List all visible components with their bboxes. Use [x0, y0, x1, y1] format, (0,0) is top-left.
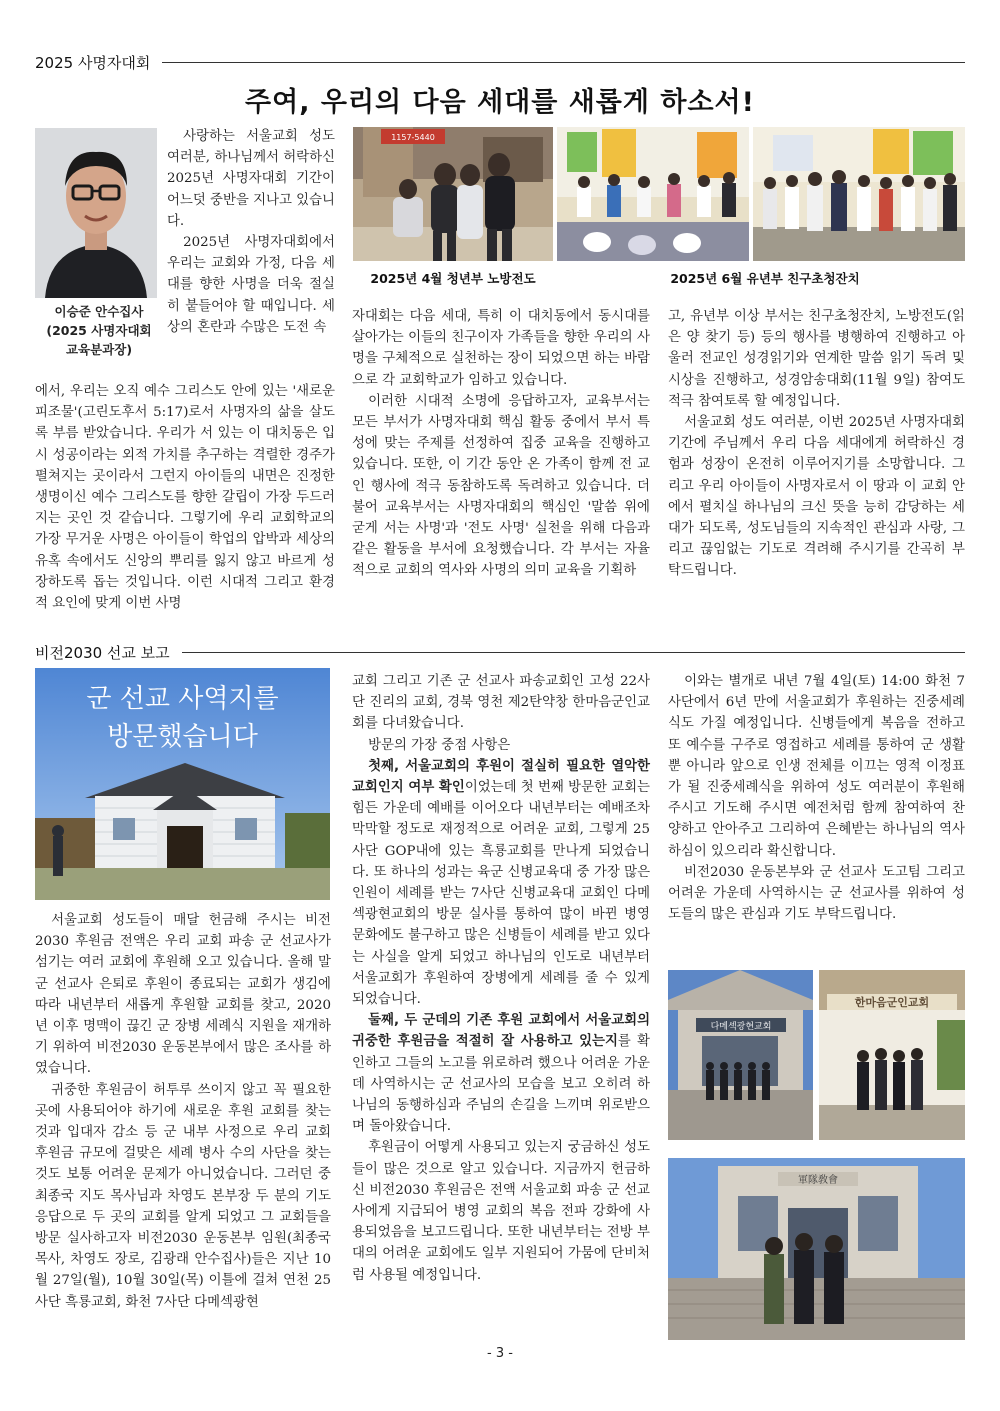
bold-point-1: 첫째, 서울교회의 후원이 절실히 필요한 열악한 교회인지 여부 확인 [352, 758, 650, 796]
section-label: 비전2030 선교 보고 [35, 643, 170, 662]
paragraph: 이러한 시대적 소명에 응답하고자, 교육부서는 모든 부서가 사명자대회 핵심 활동 중에서 부서 특성에 맞는 주제를 선정하여 집중 교육을 진행하고 있습니다. 또한, 이 기간 동안 온 가족이 함께 전 교인 행사에 적극 동참하도록 독려하고 있습니다. 더불어 교육부서는 사명자대회의 핵심인 '말씀 위에 굳게 서는 사명'과 '전도 사명' 실천을 위해 다음과 같은 활동을 부서에 요청했습니다. 각 부서는 자율적으로 교회의 역사와 사명의 의미 교육을 기획하 [352, 393, 650, 579]
person-role-line2: 교육분과장) [65, 342, 133, 357]
section-rule [182, 652, 965, 653]
church-sign-2: 한마음군인교회 [854, 996, 930, 1009]
s1-col1-wrap [167, 126, 335, 338]
paragraph: 2025년 사명자대회에서 우리는 교회와 가정, 다음 세대를 향한 사명을 더욱 절실히 붙들어야 할 때입니다. 세상의 혼란과 수많은 도전 속 [167, 235, 335, 335]
paragraph: 서울교회 성도 여러분, 이번 2025년 사명자대회 기간에 주님께서 우리 다음 세대에게 허락하신 경험과 성장이 온전히 이루어지기를 소망합니다. 그리고 우리 아이들이 사명자로서 이 땅과 이 교회 안에서 펼치실 하나님의 크신 뜻을 능히 감당하는 세대가 되도록, 성도님들의 지속적인 관심과 사랑, 그리고 끊임없는 기도로 격려해 주시기를 간곡히 부탁드립니다. [668, 415, 965, 579]
mission-poster [35, 668, 330, 900]
paragraph: 고, 유년부 이상 부서는 친구초청잔치, 노방전도(읽은 양 찾기 등) 등의 행사를 병행하여 진행하고 아울러 전교인 성경읽기와 연계한 말씀 읽기 독려 및 시상을 진행하고, 성경암송대회(11월 9일) 참여도 적극 참여토록 할 예정입니다. [668, 309, 965, 409]
s2-col2 [352, 671, 650, 1286]
person-caption [35, 302, 163, 359]
section-header-1 [35, 51, 965, 73]
poster-title-line1: 군 선교 사역지를 [86, 684, 279, 714]
photo-children-event-1 [557, 127, 749, 261]
sign-text: 1157-5440 [391, 133, 435, 142]
paragraph: 서울교회 성도들이 매달 헌금해 주시는 비전2030 후원금 전액은 우리 교회 파송 군 선교사가 섬기는 여러 교회에 후원해 오고 있습니다. 올해 말 군 선교사 은퇴로 후원이 종료되는 교회가 생김에 따라 내년부터 새롭게 후원할 교회를 찾고, 2020년 이후 명맥이 끊긴 군 장병 세례식 지원을 재개하기 위하여 비전2030 운동본부에서 많은 조사를 하였습니다. [35, 913, 331, 1077]
photo-caption: 2025년 6월 유년부 친구초청잔치 [670, 271, 860, 286]
paragraph: 교회 그리고 기존 군 선교사 파송교회인 고성 22사단 진리의 교회, 경북 영천 제2탄약창 한마음군인교회를 다녀왔습니다. [352, 674, 650, 732]
paragraph: 사랑하는 서울교회 성도 여러분, 하나님께서 허락하신 2025년 사명자대회 기간이 어느덧 중반을 지나고 있습니다. [167, 129, 335, 229]
section-rule [162, 62, 965, 63]
photo-children-event-2 [753, 127, 965, 261]
paragraph: 비전2030 운동본부와 군 선교사 도고팀 그리고 어려운 가운데 사역하시는 군 선교사를 위하여 성도들의 많은 관심과 기도 부탁드립니다. [668, 864, 965, 923]
bold-point-2: 둘째, 두 군데의 기존 후원 교회에서 서울교회의 귀중한 후원금을 적절히 잘 사용하고 있는지 [352, 1013, 650, 1050]
text-span: 이었는데 첫 번째 방문한 교회는 힘든 가운데 예배를 이어오다 내년부터는 예배조차 막막할 정도로 재정적으로 어려운 교회, 그렇게 25사단 GOP내에 있는 흑룡교회를 만나게 되었습니다. 또 하나의 성과는 육군 신병교육대 중 가장 많은 인원이 세례를 받는 7사단 신병교육대 교회인 다메섹광현교회의 방문 실사를 통하여 많이 바뀐 병영 문화에도 불구하고 많은 신병들이 세례를 받고 있다는 사실을 알게 되었고 하나님의 인도로 내년부터 서울교회가 후원하여 장병에게 세례를 줄 수 있게 되었습니다. [352, 780, 650, 1008]
paragraph: 귀중한 후원금이 허투루 쓰이지 않고 꼭 필요한 곳에 사용되어야 하기에 새로운 후원 교회를 찾는 것과 입대자 감소 등 군 내부 사정으로 우리 교회 후원금 규모에 걸맞은 세례 병사 수의 사단을 찾는 것도 보통 어려운 문제가 아니었습니다. 그러던 중 최종국 지도 목사님과 차영도 본부장 두 분의 기도 응답으로 두 곳의 교회를 알게 되었고 그 교회들을 방문 실사하고자 비전2030 운동본부 임원(최종국 목사, 차영도 장로, 김광래 안수집사)들은 지난 10월 27일(월), 10월 30일(목) 이틀에 걸쳐 연천 25사단 흑룡교회, 화천 7사단 다메섹광현 [35, 1082, 331, 1310]
paragraph: 후원금이 어떻게 사용되고 있는지 궁금하신 성도들이 많은 것으로 알고 있습니다. 지금까지 헌금하신 비전2030 후원금은 전액 서울교회 파송 군 선교사에게 지급되어 병영 교회의 복음 전파 강화에 사용되었음을 보고드립니다. 또한 내년부터는 전방 부대의 어려운 교회에도 일부 지원되어 가뭄에 단비처럼 사용될 예정입니다. [352, 1140, 650, 1283]
photo-church-visit-2 [819, 970, 965, 1140]
paragraph [352, 1010, 650, 1137]
headline: 주여, 우리의 다음 세대를 새롭게 하소서! [245, 87, 755, 118]
person-photo [35, 128, 157, 298]
photo-street-evangelism [353, 127, 553, 261]
church-sign-3: 軍隊敎會 [798, 1175, 838, 1186]
section-header-2 [35, 641, 965, 663]
section-label: 2025 사명자대회 [35, 53, 151, 72]
s1-col1-full [35, 381, 335, 614]
paragraph: 이와는 별개로 내년 7월 4일(토) 14:00 화천 7사단에서 6년 만에 서울교회가 후원하는 진중세례식도 가질 예정입니다. 신병들에게 복음을 전하고 또 예수를 구주로 영접하고 세례를 통하여 군 생활 뿐 아니라 앞으로 인생 전체를 이끄는 영적 이정표가 될 진중세례식을 위하여 성도 여러분이 후원해 주시고 기도해 주시면 예전처럼 함께 참여하여 찬양하고 안아주고 그리하여 은혜받는 하나님의 역사하심이 있으리라 확신합니다. [668, 674, 965, 859]
person-name: 이승준 안수집사 [54, 304, 144, 319]
page-number: - 3 - [487, 1346, 513, 1361]
s1-col3 [668, 306, 965, 582]
photo-church-visit-3 [668, 1158, 965, 1340]
text-span: 를 확인하고 그들의 노고를 위로하려 했으나 어려운 가운데 사역하시는 군 선교사의 모습을 보고 오히려 하나님의 동행하심과 주님의 손길을 느끼며 위로받으며 돌아왔습니다. [352, 1034, 650, 1135]
paragraph: 에서, 우리는 오직 예수 그리스도 안에 있는 '새로운 피조물'(고린도후서 5:17)로서 사명자의 삶을 살도록 부름 받았습니다. 우리가 서 있는 이 대치동은 입시 성공이라는 외적 가치를 추구하는 격렬한 경주가 펼쳐지는 곳이라서 그런지 아이들의 내면은 진정한 생명이신 예수 그리스도를 향한 갈립이 가장 두드러지는 곳인 것 같습니다. 그렇기에 우리 교회학교의 가장 무거운 사명은 아이들이 학업의 압박과 세상의 유혹 속에서도 신앙의 뿌리를 잃지 않고 바르게 성장하도록 돕는 것입니다. 이런 시대적 그리고 환경적 요인에 맞게 이번 사명 [35, 384, 335, 612]
person-role-line1: (2025 사명자대회 [46, 323, 152, 338]
paragraph: 방문의 가장 중점 사항은 [368, 737, 511, 753]
s2-col3 [668, 671, 965, 925]
paragraph [352, 756, 650, 1010]
church-sign-1: 다메섹광현교회 [710, 1022, 772, 1032]
poster-title-line2: 방문했습니다 [107, 722, 258, 752]
photo-church-visit-1 [668, 970, 813, 1140]
s2-col1 [35, 910, 331, 1313]
s1-col2 [352, 306, 650, 582]
photo-caption: 2025년 4월 청년부 노방전도 [370, 271, 536, 286]
paragraph: 자대회는 다음 세대, 특히 이 대치동에서 동시대를 살아가는 이들의 친구이자 가족들을 향한 우리의 사명을 구체적으로 실천하는 장이 되었으면 하는 바람으로 각 교회학교가 임하고 있습니다. [352, 309, 650, 388]
